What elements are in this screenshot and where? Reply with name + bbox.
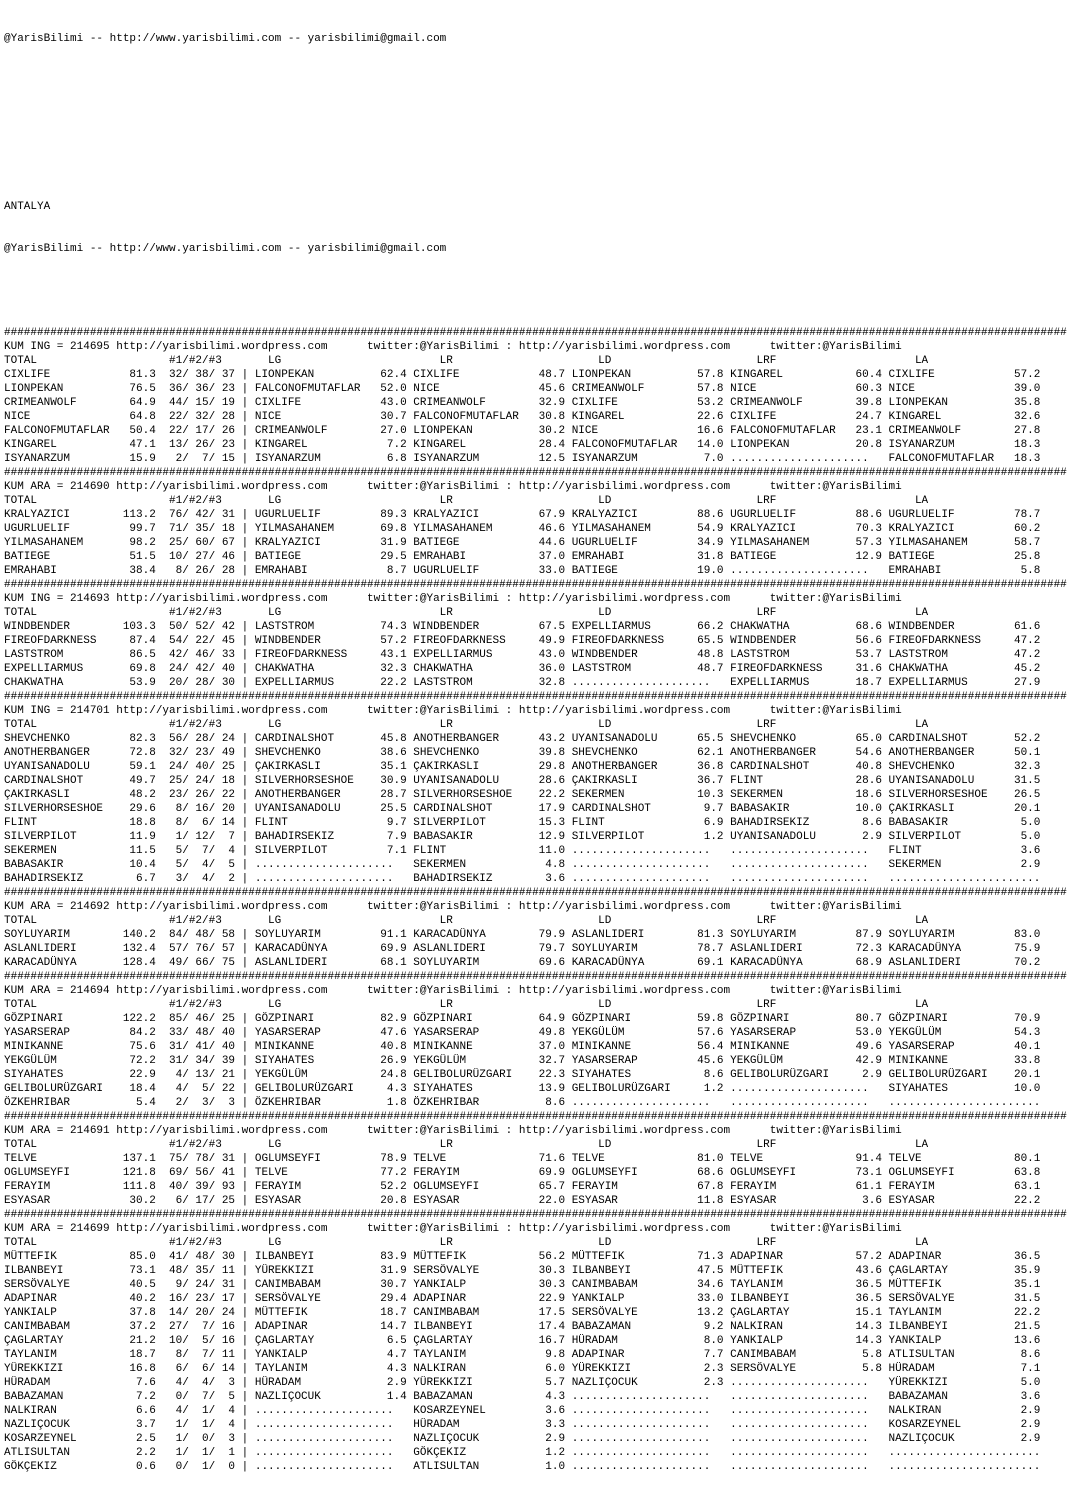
table-row: BAHADIRSEKIZ 6.7 3/ 4/ 2 | ..................... BAHADIRSEKIZ 3.6 ..................... ..................... ....................... bbox=[4, 873, 1041, 885]
section-title: KUM ING = 214701 http://yarisbilimi.wordpress.com twitter:@YarisBilimi : http://yarisbilimi.wordpress.com twitter:@YarisBilimi bbox=[4, 705, 902, 717]
table-row: ÇAKIRKASLI 48.2 23/ 26/ 22 | ANOTHERBANGER 28.7 SILVERHORSESHOE 22.2 SEKERMEN 10.3 SEKERMEN 18.6 SILVERHORSESHOE 26.5 bbox=[4, 789, 1041, 801]
table-row: SHEVCHENKO 82.3 56/ 28/ 24 | CARDINALSHOT 45.8 ANOTHERBANGER 43.2 UYANISANADOLU 65.5 SHEVCHENKO 65.0 CARDINALSHOT 52.2 bbox=[4, 733, 1041, 745]
table-row: YILMASAHANEM 98.2 25/ 60/ 67 | KRALYAZICI 31.9 BATIEGE 44.6 UGURLUELIF 34.9 YILMASAHANEM 57.3 YILMASAHANEM 58.7 bbox=[4, 537, 1041, 549]
table-row: NAZLIÇOCUK 3.7 1/ 1/ 4 | ..................... HÜRADAM 3.3 ..................... ..................... KOSARZEYNEL 2.9 bbox=[4, 1419, 1041, 1431]
section-separator: ################################################################################################################################################################# bbox=[4, 1111, 1067, 1123]
table-row: BATIEGE 51.5 10/ 27/ 46 | BATIEGE 29.5 EMRAHABI 37.0 EMRAHABI 31.8 BATIEGE 12.9 BATIEGE 25.8 bbox=[4, 551, 1041, 563]
table-row: ATLISULTAN 2.2 1/ 1/ 1 | ..................... GÖKÇEKIZ 1.2 ..................... ..................... ....................... bbox=[4, 1447, 1041, 1459]
table-row: KOSARZEYNEL 2.5 1/ 0/ 3 | ..................... NAZLIÇOCUK 2.9 ..................... ..................... NAZLIÇOCUK 2.9 bbox=[4, 1433, 1041, 1445]
column-header-row: TOTAL #1/#2/#3 LG LR LD LRF LA bbox=[4, 1139, 929, 1151]
section-separator: ################################################################################################################################################################# bbox=[4, 887, 1067, 899]
byline-city: @YarisBilimi -- http://www.yarisbilimi.com -- yarisbilimi@gmail.com bbox=[4, 243, 447, 255]
table-row: FLINT 18.8 8/ 6/ 14 | FLINT 9.7 SILVERPILOT 15.3 FLINT 6.9 BAHADIRSEKIZ 8.6 BABASAKIR 5.0 bbox=[4, 817, 1041, 829]
section-separator: ################################################################################################################################################################# bbox=[4, 327, 1067, 339]
table-row: ANOTHERBANGER 72.8 32/ 23/ 49 | SHEVCHENKO 38.6 SHEVCHENKO 39.8 SHEVCHENKO 62.1 ANOTHERBANGER 54.6 ANOTHERBANGER 50.1 bbox=[4, 747, 1041, 759]
table-row: LASTSTROM 86.5 42/ 46/ 33 | FIREOFDARKNESS 43.1 EXPELLIARMUS 43.0 WINDBENDER 48.8 LASTSTROM 53.7 LASTSTROM 47.2 bbox=[4, 649, 1041, 661]
column-header-row: TOTAL #1/#2/#3 LG LR LD LRF LA bbox=[4, 719, 929, 731]
section-title: KUM ING = 214695 http://yarisbilimi.wordpress.com twitter:@YarisBilimi : http://yarisbilimi.wordpress.com twitter:@YarisBilimi bbox=[4, 341, 902, 353]
table-row: CANIMBABAM 37.2 27/ 7/ 16 | ADAPINAR 14.7 ILBANBEYI 17.4 BABAZAMAN 9.2 NALKIRAN 14.3 ILBANBEYI 21.5 bbox=[4, 1321, 1041, 1333]
section-title: KUM ARA = 214691 http://yarisbilimi.wordpress.com twitter:@YarisBilimi : http://yarisbilimi.wordpress.com twitter:@YarisBilimi bbox=[4, 1125, 902, 1137]
section-title: KUM ARA = 214692 http://yarisbilimi.wordpress.com twitter:@YarisBilimi : http://yarisbilimi.wordpress.com twitter:@YarisBilimi bbox=[4, 901, 902, 913]
table-row: BABASAKIR 10.4 5/ 4/ 5 | ..................... SEKERMEN 4.8 ..................... ..................... SEKERMEN 2.9 bbox=[4, 859, 1041, 871]
blank-line bbox=[4, 158, 1073, 172]
table-row: FALCONOFMUTAFLAR 50.4 22/ 17/ 26 | CRIMEANWOLF 27.0 LIONPEKAN 30.2 NICE 16.6 FALCONOFMUTAFLAR 23.1 CRIMEANWOLF 27.8 bbox=[4, 425, 1041, 437]
section-separator: ################################################################################################################################################################# bbox=[4, 691, 1067, 703]
city-title: ANTALYA bbox=[4, 201, 51, 213]
byline-top: @YarisBilimi -- http://www.yarisbilimi.com -- yarisbilimi@gmail.com bbox=[4, 33, 447, 45]
table-row: GÖZPINARI 122.2 85/ 46/ 25 | GÖZPINARI 82.9 GÖZPINARI 64.9 GÖZPINARI 59.8 GÖZPINARI 80.7 GÖZPINARI 70.9 bbox=[4, 1013, 1041, 1025]
table-row: YASARSERAP 84.2 33/ 48/ 40 | YASARSERAP 47.6 YASARSERAP 49.8 YEKGÜLÜM 57.6 YASARSERAP 53.0 YEKGÜLÜM 54.3 bbox=[4, 1027, 1041, 1039]
table-row: FIREOFDARKNESS 87.4 54/ 22/ 45 | WINDBENDER 57.2 FIREOFDARKNESS 49.9 FIREOFDARKNESS 65.5 WINDBENDER 56.6 FIREOFDARKNESS 47.2 bbox=[4, 635, 1041, 647]
table-row: ISYANARZUM 15.9 2/ 7/ 15 | ISYANARZUM 6.8 ISYANARZUM 12.5 ISYANARZUM 7.0 ..................... FALCONOFMUTAFLAR 18.3 bbox=[4, 453, 1041, 465]
table-row: EMRAHABI 38.4 8/ 26/ 28 | EMRAHABI 8.7 UGURLUELIF 33.0 BATIEGE 19.0 ..................... EMRAHABI 5.8 bbox=[4, 565, 1041, 577]
table-row: CRIMEANWOLF 64.9 44/ 15/ 19 | CIXLIFE 43.0 CRIMEANWOLF 32.9 CIXLIFE 53.2 CRIMEANWOLF 39.8 LIONPEKAN 35.8 bbox=[4, 397, 1041, 409]
table-row: NALKIRAN 6.6 4/ 1/ 4 | ..................... KOSARZEYNEL 3.6 ..................... ..................... NALKIRAN 2.9 bbox=[4, 1405, 1041, 1417]
section-separator: ################################################################################################################################################################# bbox=[4, 1209, 1067, 1221]
table-row: SILVERHORSESHOE 29.6 8/ 16/ 20 | UYANISANADOLU 25.5 CARDINALSHOT 17.9 CARDINALSHOT 9.7 BABASAKIR 10.0 ÇAKIRKASLI 20.1 bbox=[4, 803, 1041, 815]
blank-line bbox=[4, 74, 1073, 88]
column-header-row: TOTAL #1/#2/#3 LG LR LD LRF LA bbox=[4, 999, 929, 1011]
table-row: SILVERPILOT 11.9 1/ 12/ 7 | BAHADIRSEKIZ 7.9 BABASAKIR 12.9 SILVERPILOT 1.2 UYANISANADOLU 2.9 SILVERPILOT 5.0 bbox=[4, 831, 1041, 843]
table-row: SIYAHATES 22.9 4/ 13/ 21 | YEKGÜLÜM 24.8 GELIBOLURÜZGARI 22.3 SIYAHATES 8.6 GELIBOLURÜZGARI 2.9 GELIBOLURÜZGARI 20.1 bbox=[4, 1069, 1041, 1081]
table-row: CIXLIFE 81.3 32/ 38/ 37 | LIONPEKAN 62.4 CIXLIFE 48.7 LIONPEKAN 57.8 KINGAREL 60.4 CIXLIFE 57.2 bbox=[4, 369, 1041, 381]
blank-line bbox=[4, 284, 1073, 298]
column-header-row: TOTAL #1/#2/#3 LG LR LD LRF LA bbox=[4, 355, 929, 367]
column-header-row: TOTAL #1/#2/#3 LG LR LD LRF LA bbox=[4, 495, 929, 507]
table-row: ILBANBEYI 73.1 48/ 35/ 11 | YÜREKKIZI 31.9 SERSÖVALYE 30.3 ILBANBEYI 47.5 MÜTTEFIK 43.6 ÇAGLARTAY 35.9 bbox=[4, 1265, 1041, 1277]
table-row: YANKIALP 37.8 14/ 20/ 24 | MÜTTEFIK 18.7 CANIMBABAM 17.5 SERSÖVALYE 13.2 ÇAGLARTAY 15.1 TAYLANIM 22.2 bbox=[4, 1307, 1041, 1319]
sections-container bbox=[4, 326, 1073, 1474]
table-row: EXPELLIARMUS 69.8 24/ 42/ 40 | CHAKWATHA 32.3 CHAKWATHA 36.0 LASTSTROM 48.7 FIREOFDARKNESS 31.6 CHAKWATHA 45.2 bbox=[4, 663, 1041, 675]
table-row: YÜREKKIZI 16.8 6/ 6/ 14 | TAYLANIM 4.3 NALKIRAN 6.0 YÜREKKIZI 2.3 SERSÖVALYE 5.8 HÜRADAM 7.1 bbox=[4, 1363, 1041, 1375]
table-row: MINIKANNE 75.6 31/ 41/ 40 | MINIKANNE 40.8 MINIKANNE 37.0 MINIKANNE 56.4 MINIKANNE 49.6 YASARSERAP 40.1 bbox=[4, 1041, 1041, 1053]
table-row: ESYASAR 30.2 6/ 17/ 25 | ESYASAR 20.8 ESYASAR 22.0 ESYASAR 11.8 ESYASAR 3.6 ESYASAR 22.2 bbox=[4, 1195, 1041, 1207]
table-row: CHAKWATHA 53.9 20/ 28/ 30 | EXPELLIARMUS 22.2 LASTSTROM 32.8 ..................... EXPELLIARMUS 18.7 EXPELLIARMUS 27.9 bbox=[4, 677, 1041, 689]
table-row: BABAZAMAN 7.2 0/ 7/ 5 | NAZLIÇOCUK 1.4 BABAZAMAN 4.3 ..................... ..................... BABAZAMAN 3.6 bbox=[4, 1391, 1041, 1403]
table-row: CARDINALSHOT 49.7 25/ 24/ 18 | SILVERHORSESHOE 30.9 UYANISANADOLU 28.6 ÇAKIRKASLI 36.7 FLINT 28.6 UYANISANADOLU 31.5 bbox=[4, 775, 1041, 787]
section-separator: ################################################################################################################################################################# bbox=[4, 579, 1067, 591]
table-row: GÖKÇEKIZ 0.6 0/ 1/ 0 | ..................... ATLISULTAN 1.0 ..................... ..................... ....................... bbox=[4, 1461, 1041, 1473]
section-title: KUM ARA = 214699 http://yarisbilimi.wordpress.com twitter:@YarisBilimi : http://yarisbilimi.wordpress.com twitter:@YarisBilimi bbox=[4, 1223, 902, 1235]
table-row: KRALYAZICI 113.2 76/ 42/ 31 | UGURLUELIF 89.3 KRALYAZICI 67.9 KRALYAZICI 88.6 UGURLUELIF 88.6 UGURLUELIF 78.7 bbox=[4, 509, 1041, 521]
table-row: WINDBENDER 103.3 50/ 52/ 42 | LASTSTROM 74.3 WINDBENDER 67.5 EXPELLIARMUS 66.2 CHAKWATHA 68.6 WINDBENDER 61.6 bbox=[4, 621, 1041, 633]
table-row: ÖZKEHRIBAR 5.4 2/ 3/ 3 | ÖZKEHRIBAR 1.8 ÖZKEHRIBAR 8.6 ..................... ..................... ....................... bbox=[4, 1097, 1041, 1109]
table-row: NICE 64.8 22/ 32/ 28 | NICE 30.7 FALCONOFMUTAFLAR 30.8 KINGAREL 22.6 CIXLIFE 24.7 KINGAREL 32.6 bbox=[4, 411, 1041, 423]
column-header-row: TOTAL #1/#2/#3 LG LR LD LRF LA bbox=[4, 915, 929, 927]
column-header-row: TOTAL #1/#2/#3 LG LR LD LRF LA bbox=[4, 607, 929, 619]
table-row: TELVE 137.1 75/ 78/ 31 | OGLUMSEYFI 78.9 TELVE 71.6 TELVE 81.0 TELVE 91.4 TELVE 80.1 bbox=[4, 1153, 1041, 1165]
table-row: KARACADÜNYA 128.4 49/ 66/ 75 | ASLANLIDERI 68.1 SOYLUYARIM 69.6 KARACADÜNYA 69.1 KARACADÜNYA 68.9 ASLANLIDERI 70.2 bbox=[4, 957, 1041, 969]
table-row: YEKGÜLÜM 72.2 31/ 34/ 39 | SIYAHATES 26.9 YEKGÜLÜM 32.7 YASARSERAP 45.6 YEKGÜLÜM 42.9 MINIKANNE 33.8 bbox=[4, 1055, 1041, 1067]
table-row: SOYLUYARIM 140.2 84/ 48/ 58 | SOYLUYARIM 91.1 KARACADÜNYA 79.9 ASLANLIDERI 81.3 SOYLUYARIM 87.9 SOYLUYARIM 83.0 bbox=[4, 929, 1041, 941]
table-row: OGLUMSEYFI 121.8 69/ 56/ 41 | TELVE 77.2 FERAYIM 69.9 OGLUMSEYFI 68.6 OGLUMSEYFI 73.1 OGLUMSEYFI 63.8 bbox=[4, 1167, 1041, 1179]
table-row: HÜRADAM 7.6 4/ 4/ 3 | HÜRADAM 2.9 YÜREKKIZI 5.7 NAZLIÇOCUK 2.3 ..................... YÜREKKIZI 5.0 bbox=[4, 1377, 1041, 1389]
table-row: ASLANLIDERI 132.4 57/ 76/ 57 | KARACADÜNYA 69.9 ASLANLIDERI 79.7 SOYLUYARIM 78.7 ASLANLIDERI 72.3 KARACADÜNYA 75.9 bbox=[4, 943, 1041, 955]
section-title: KUM ARA = 214690 http://yarisbilimi.wordpress.com twitter:@YarisBilimi : http://yarisbilimi.wordpress.com twitter:@YarisBilimi bbox=[4, 481, 902, 493]
section-separator: ################################################################################################################################################################# bbox=[4, 971, 1067, 983]
table-row: ÇAGLARTAY 21.2 10/ 5/ 16 | ÇAGLARTAY 6.5 ÇAGLARTAY 16.7 HÜRADAM 8.0 YANKIALP 14.3 YANKIALP 13.6 bbox=[4, 1335, 1041, 1347]
table-row: TAYLANIM 18.7 8/ 7/ 11 | YANKIALP 4.7 TAYLANIM 9.8 ADAPINAR 7.7 CANIMBABAM 5.8 ATLISULTAN 8.6 bbox=[4, 1349, 1041, 1361]
table-row: KINGAREL 47.1 13/ 26/ 23 | KINGAREL 7.2 KINGAREL 28.4 FALCONOFMUTAFLAR 14.0 LIONPEKAN 20.8 ISYANARZUM 18.3 bbox=[4, 439, 1041, 451]
section-title: KUM ING = 214693 http://yarisbilimi.wordpress.com twitter:@YarisBilimi : http://yarisbilimi.wordpress.com twitter:@YarisBilimi bbox=[4, 593, 902, 605]
table-row: ADAPINAR 40.2 16/ 23/ 17 | SERSÖVALYE 29.4 ADAPINAR 22.9 YANKIALP 33.0 ILBANBEYI 36.5 SERSÖVALYE 31.5 bbox=[4, 1293, 1041, 1305]
table-row: UYANISANADOLU 59.1 24/ 40/ 25 | ÇAKIRKASLI 35.1 ÇAKIRKASLI 29.8 ANOTHERBANGER 36.8 CARDINALSHOT 40.8 SHEVCHENKO 32.3 bbox=[4, 761, 1041, 773]
section-separator: ################################################################################################################################################################# bbox=[4, 467, 1067, 479]
table-row: GELIBOLURÜZGARI 18.4 4/ 5/ 22 | GELIBOLURÜZGARI 4.3 SIYAHATES 13.9 GELIBOLURÜZGARI 1.2 ..................... SIYAHATES 10.0 bbox=[4, 1083, 1041, 1095]
section-title: KUM ARA = 214694 http://yarisbilimi.wordpress.com twitter:@YarisBilimi : http://yarisbilimi.wordpress.com twitter:@YarisBilimi bbox=[4, 985, 902, 997]
blank-line bbox=[4, 116, 1073, 130]
table-row: SEKERMEN 11.5 5/ 7/ 4 | SILVERPILOT 7.1 FLINT 11.0 ..................... ..................... FLINT 3.6 bbox=[4, 845, 1041, 857]
column-header-row: TOTAL #1/#2/#3 LG LR LD LRF LA bbox=[4, 1237, 929, 1249]
table-row: LIONPEKAN 76.5 36/ 36/ 23 | FALCONOFMUTAFLAR 52.0 NICE 45.6 CRIMEANWOLF 57.8 NICE 60.3 NICE 39.0 bbox=[4, 383, 1041, 395]
table-row: MÜTTEFIK 85.0 41/ 48/ 30 | ILBANBEYI 83.9 MÜTTEFIK 56.2 MÜTTEFIK 71.3 ADAPINAR 57.2 ADAPINAR 36.5 bbox=[4, 1251, 1041, 1263]
table-row: SERSÖVALYE 40.5 9/ 24/ 31 | CANIMBABAM 30.7 YANKIALP 30.3 CANIMBABAM 34.6 TAYLANIM 36.5 MÜTTEFIK 35.1 bbox=[4, 1279, 1041, 1291]
table-row: FERAYIM 111.8 40/ 39/ 93 | FERAYIM 52.2 OGLUMSEYFI 65.7 FERAYIM 67.8 FERAYIM 61.1 FERAYIM 63.1 bbox=[4, 1181, 1041, 1193]
table-row: UGURLUELIF 99.7 71/ 35/ 18 | YILMASAHANEM 69.8 YILMASAHANEM 46.6 YILMASAHANEM 54.9 KRALYAZICI 70.3 KRALYAZICI 60.2 bbox=[4, 523, 1041, 535]
